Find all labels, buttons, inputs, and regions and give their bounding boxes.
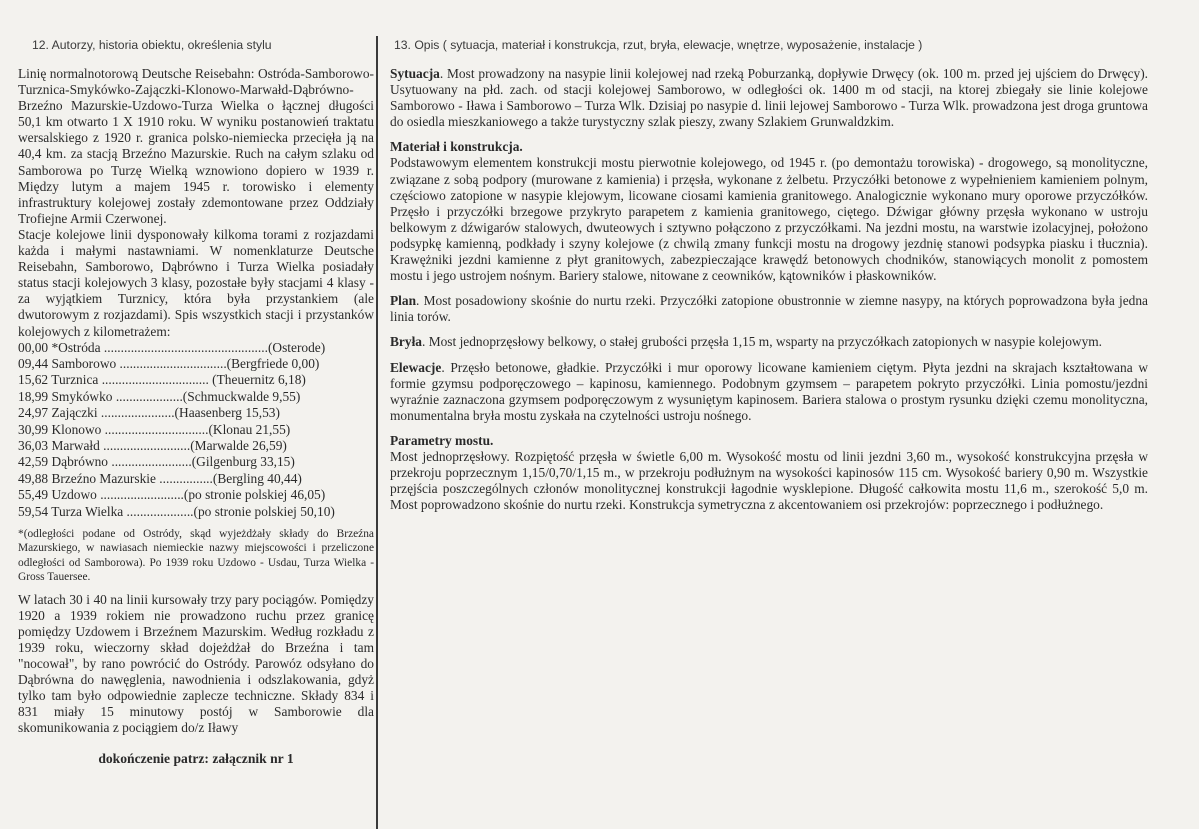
bryla-label: Bryła — [390, 334, 422, 350]
material-label: Materiał i konstrukcja. — [390, 139, 523, 155]
left-column — [18, 38, 374, 767]
continuation-note: dokończenie patrz: załącznik nr 1 — [98, 750, 294, 766]
bryla-text: . Most jednoprzęsłowy belkowy, o stałej grubości przęsła 1,15 m, wsparty na przyczółkach zatopionych w nasypie kolejowym. — [422, 334, 1103, 350]
sytuacja-paragraph — [390, 66, 1148, 130]
station-item: 18,99 Smykówko ....................(Schmuckwalde 9,55) — [18, 388, 301, 404]
station-list — [18, 340, 374, 520]
station-item: 59,54 Turza Wielka ....................(po stronie polskiej 50,10) — [18, 503, 335, 519]
plan-paragraph — [390, 293, 1148, 325]
station-item: 55,49 Uzdowo .........................(po stronie polskiej 46,05) — [18, 487, 326, 503]
elewacje-label: Elewacje — [390, 359, 442, 375]
station-item: 24,97 Zajączki ......................(Haasenberg 15,53) — [18, 405, 280, 421]
section-13-header: 13. Opis ( sytuacja, materiał i konstrukcja, rzut, bryła, elewacje, wnętrze, wyposażenie, instalacje ) — [394, 38, 923, 52]
column-divider — [376, 36, 378, 829]
sytuacja-text: . Most prowadzony na nasypie linii kolejowej nad rzeką Poburzanką, dopływie Drwęcy (ok. 100 m. przed jej ujściem do Drwęcy). Usytuowany na płd. zach. od stacji kolejowej Samborowo, w odległości ok. 1400 m od stacji, na ktorej zbiegały sie linie kolejowe Samborowo - Iława i Samborowo – Turza Wlk. Dzisiaj po nasypie d. linii lejowej Samborowo - Turza Wlk. prowadzona jest droga gruntowa do osiedla mieszkaniowego a także turystyczny szlak pieszy, zwany Szlakiem Grunwaldzkim. — [390, 66, 1148, 130]
station-footnote: *(odległości podane od Ostródy, skąd wyjeżdżały składy do Brzeźna Mazurskiego, w nawiasach niemieckie nazwy miejscowości i przeliczone odległości od Samborowa). Po 1939 roku Uzdowo - Usdau, Turza Wielka - Gross Tauersee. — [18, 528, 374, 584]
station-item: 49,88 Brzeźno Mazurskie ................(Bergling 40,44) — [18, 470, 302, 486]
elewacje-paragraph — [390, 360, 1148, 424]
bryla-paragraph — [390, 334, 1148, 350]
history-paragraph-1: Linię normalnotorową Deutsche Reisebahn: Ostróda-Samborowo-Turznica-Smykówko-Zajączki-Klonowo-Marwałd-Dąbrówno-Brzeźno Mazurskie-Uzdowo-Turza Wielka o łącznej długości 50,1 km otwarto 1 X 1910 roku. W wyniku postanowień traktatu wersalskiego z 1920 r. granica polsko-niemiecka przecięła ją na 40,4 km. za stacją Brzeźno Mazurskie. Ruch na całym szlaku od Samborowa po Turzę Wielką wznowiono dopiero w 1939 r. Między lutym a majem 1945 r. torowisko i elementy infrastruktury kolejowej zostały zdemontowane przez Oddziały Trofiejne Armii Czerwonej. — [18, 66, 374, 226]
section-12-header: 12. Autorzy, historia obiektu, określenia stylu — [32, 38, 272, 52]
parametry-paragraph: Most jednoprzęsłowy. Rozpiętość przęsła w świetle 6,00 m. Wysokość mostu od linii jezdni 3,60 m., wysokość konstrukcyjna przęsła w przekroju poprzecznym 1,15/0,70/1,15 m., w przekroju podłużnym na wysokości kapinosów 115 cm. Wysokość bariery 0,90 m. Wszystkie przęjścia poszczególnych członów monolitycznej konstrukcji łagodnie wysklepione. Długość całkowita mostu 11,6 m., szerokość 5,0 m. Most poprowadzono skośnie do nurtu rzeki. Konstrukcja symetryczna z akcentowaniem osi przekrojów: poprzecznego i podłużnego. — [390, 448, 1148, 513]
station-item: 15,62 Turznica ................................ (Theuernitz 6,18) — [18, 372, 306, 388]
station-item: 36,03 Marwałd ..........................(Marwalde 26,59) — [18, 438, 287, 454]
history-paragraph-3: W latach 30 i 40 na linii kursowały trzy pary pociągów. Pomiędzy 1920 a 1939 rokiem nie prowadzono ruchu przez granicę pomiędzy Uzdowem i Brzeźnem Mazurskim. Według rozkładu z 1939 roku, wieczorny skład dojeżdżał do Brzeźna i tam "nocował", by rano powrócić do Ostródy. Parowóz odsyłano do Dąbrówna do nawęglenia, nawodnienia i odszlakowania, gdyż tylko tam było odpowiednie zaplecze techniczne. Składy 834 i 831 miały 15 minutowy postój w Samborowie dla skomunikowania z pociągiem do/z Iławy — [18, 591, 374, 736]
plan-text: . Most posadowiony skośnie do nurtu rzeki. Przyczółki zatopione obustronnie w ziemne nasypy, na których poprowadzona była jedna linia torów. — [390, 293, 1148, 325]
station-item: 09,44 Samborowo ................................(Bergfriede 0,00) — [18, 356, 320, 371]
plan-label: Plan — [390, 293, 417, 309]
elewacje-text: . Przęsło betonowe, gładkie. Przyczółki i mur oporowy licowane kamieniem ciętym. Płyta jezdni na skrajach kształtowana w formie gzymsu podporęczowego – kapinosu, kamiennego. Podobnym gzymsem – parapetem pokryto przyczółki. Linia pomostu/jezdni wyraźnie zaznaczona gzymsem podporęczowym z wysuniętym kapinosem. Bariera stalowa o prostym rysunku dzięki czemu monolityczna, monumentalna bryła mostu zyskała na czytelności ustroju nośnego. — [390, 359, 1148, 423]
station-item: 30,99 Klonowo ...............................(Klonau 21,55) — [18, 421, 291, 437]
sytuacja-label: Sytuacja — [390, 66, 440, 81]
right-column — [390, 38, 1148, 522]
station-item: 00,00 *Ostróda .................................................(Osterode) — [18, 339, 326, 355]
material-paragraph: Podstawowym elementem konstrukcji mostu pierwotnie kolejowego, od 1945 r. (po demontażu torowiska) - drogowego, są monolityczne, związane z sobą podpory (murowane z kamienia) i przęsła, wykonane z żelbetu. Przyczółki betonowe z wypełnieniem kamieniem polnym, częściowo zatopione w nasypie klejowym, licowane ciosami kamienia granitowego. Analogicznie wykonano mury oporowe przyczółków. Przęsło i przyczółki brzegowe przykryto parapetem z kamienia granitowego, ciętego. Dźwigar główny przęsła wykonano w ustroju belkowym z dźwigarów stalowych, dwuteowych i sztywno połączono z przyczółkami. Na jezdni mostu, na warstwie izolacyjnej, położono podsypkę kamienną, podkłady i szyny kolejowe (z chwilą zmany funkcji mostu na drogowy jezdnię stanowi podsypka piasku i tłucznia). Krawężniki jezdni kamienne z płyt granitowych, zabezpieczające krawędź betonowych chodników, stanowiących monolit z pomostem mostu i jego ustrojem nośnym. Bariery stalowe, nitowane z ceowników, kątowników i płaskowników. — [390, 155, 1148, 284]
station-item: 42,59 Dąbrówno ........................(Gilgenburg 33,15) — [18, 454, 295, 470]
history-paragraph-2: Stacje kolejowe linii dysponowały kilkoma torami z rozjazdami każda i małymi nastawniami. W nomenklaturze Deutsche Reisebahn, Samborowo, Dąbrówno i Turza Wielka posiadały status stacji kolejowych 3 klasy, pozostałe były stacjami 4 klasy - za wyjątkiem Turznicy, która była przystankiem (ale dwutorowym z rozjazdami). Spis wszystkich stacji i przystanków kolejowych z kilometrażem: — [18, 226, 374, 339]
parametry-label: Parametry mostu. — [390, 432, 494, 448]
